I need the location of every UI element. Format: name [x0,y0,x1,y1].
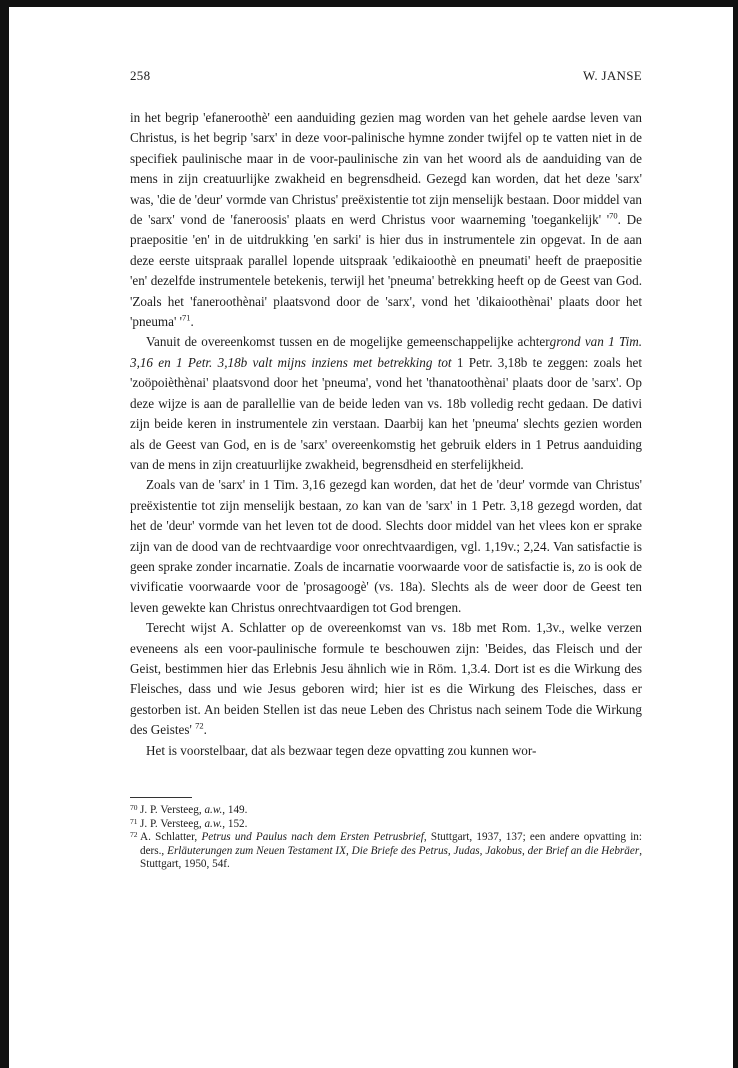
text-segment: , 152. [222,817,248,830]
footnote-text [140,831,642,872]
text-segment: J. P. Versteeg, [140,817,205,830]
footnote-text [140,818,642,832]
body-text [130,108,642,761]
italic-text-segment: Petrus und Paulus nach dem Ersten Petrusbrief [201,831,424,844]
text-segment: . [203,722,207,738]
text-segment: , Stuttgart, 1950, 54f. [140,844,642,871]
paragraph [130,108,642,332]
footnote-separator [130,797,192,798]
text-segment: Het is voorstelbaar, dat als bezwaar tegen deze opvatting zou kunnen wor- [146,742,537,758]
footnote-reference: 72 [195,720,204,731]
footnote-mark: 71 [130,816,138,826]
scan-border-right [733,0,738,1068]
italic-text-segment: grond van 1 Tim. 3,16 en 1 Petr. 3,18b valt mijns inziens met betrekking tot [130,334,642,370]
text-segment: Terecht wijst A. Schlatter op de overeenkomst van vs. 18b met Rom. 1,3v., welke verzen eveneens als een voor-paulinische formule te beschouwen zijn: 'Beides, das Fleisch und der Geist, bestimmen hier das Erlebnis Jesu ähnlich wie in Röm. 1,3.4. Dort ist es die Wirkung des Fleisches, dass und wie Jesus geboren wird; hier ist es die Wirkung des Fleisches, dass er gestorben ist. An beiden Stellen ist das neue Leben des Christus nach seinem Tode die Wirkung des Geistes' [130,620,642,738]
footnotes [130,804,642,872]
page-number: 258 [130,68,151,83]
scan-border-left [0,0,9,1068]
paragraph [130,741,642,761]
running-head [130,68,642,84]
book-page [130,68,642,872]
scan-border-top [0,0,738,7]
paragraph [130,332,642,475]
footnote-mark: 72 [130,830,138,840]
footnote-mark: 70 [130,803,138,812]
running-head-author: W. JANSE [583,68,642,83]
text-segment: , 149. [222,804,248,816]
text-segment: in het begrip 'efaneroothè' een aanduiding gezien mag worden van het gehele aardse leven van Christus, is het begrip 'sarx' in deze voor-palinische hymne zonder twijfel op te vatten niet in de specifiek paulinische maar in de voor-paulinische zin van het woord als de aanduiding van de mens in zijn creatuurlijke zwakheid en begrensdheid. Gezegd kan worden, dat het deze 'sarx' was, 'die de 'deur' vormde van Christus' preëxistentie tot zijn menselijk bestaan. Door middel van de 'sarx' vond de 'faneroosis' plaats en werd Christus voor waarneming 'toegankelijk' ' [130,110,642,228]
italic-text-segment: Erläuterungen zum Neuen Testament IX, Die Briefe des Petrus, Judas, Jakobus, der Brief an die Hebräer [167,844,640,857]
paragraph [130,475,642,618]
footnote-text [140,804,642,818]
footnote-reference: 70 [609,210,618,221]
footnote [130,818,642,832]
text-segment: , Stuttgart, 1937, 137; een andere opvatting in: ders., [140,831,643,857]
footnote-reference: 71 [182,312,191,323]
footnote [130,804,642,818]
text-segment: 1 Petr. 3,18b te zeggen: zoals het 'zoöpoièthènai' plaatsvond door het 'pneuma', vond het 'thanatoothènai' plaats door de 'sarx'. Op deze wijze is aan de parallellie van de beide leden van vs. 18b volledig recht gedaan. De dativi zijn beide keren in instrumentele zin verstaan. Daarbij kan het 'pneuma' slechts gezien worden als de Geest van God, en is de 'sarx' overeenkomstig het gebruik elders in 1 Petrus aanduiding van de mens in zijn creatuurlijke zwakheid, begrensdheid en sterfelijkheid. [130,354,642,472]
italic-text-segment: a.w. [204,817,223,830]
paragraph [130,618,642,740]
text-segment: A. Schlatter, [140,831,202,844]
text-segment: Zoals van de 'sarx' in 1 Tim. 3,16 gezegd kan worden, dat het de 'deur' vormde van Christus' preëxistentie tot zijn menselijk bestaan, zo kan van de 'sarx' in 1 Petr. 3,18 gezegd worden, dat het de 'deur' vormde van het leven tot de dood. Slechts door middel van het vlees kon er sprake zijn van de dood van de rechtvaardige voor onrechtvaardigen, vgl. 1,19v.; 2,24. Van satisfactie is geen sprake zonder incarnatie. Zoals de incarnatie voorwaarde voor de satisfactie is, zo is ook de vivificatie voorwaarde voor de 'prosagoogè' (vs. 18a). Slechts als de weer door de Geest ten leven gewekte kan Christus onrechtvaardigen tot God brengen. [130,477,642,615]
text-segment: . [190,314,194,330]
italic-text-segment: a.w. [204,804,223,816]
text-segment: Vanuit de overeenkomst tussen en de mogelijke gemeenschappelijke achter [146,334,550,350]
text-segment: . De praepositie 'en' in de uitdrukking 'en sarki' is hier dus in instrumentele zin opgevat. In de aan deze eerste uitspraak parallel lopende uitspraak 'edikaioothè en pneumati' heeft de praepositie 'en' dezelfde instrumentele betekenis, terwijl het 'pneuma' betrekking heeft op de Geest van God. 'Zoals het 'faneroothènai' plaatsvond door de 'sarx', vond het 'dikaioothènai' plaats door het 'pneuma' ' [130,212,642,330]
text-segment: J. P. Versteeg, [140,804,205,816]
footnote [130,831,642,872]
